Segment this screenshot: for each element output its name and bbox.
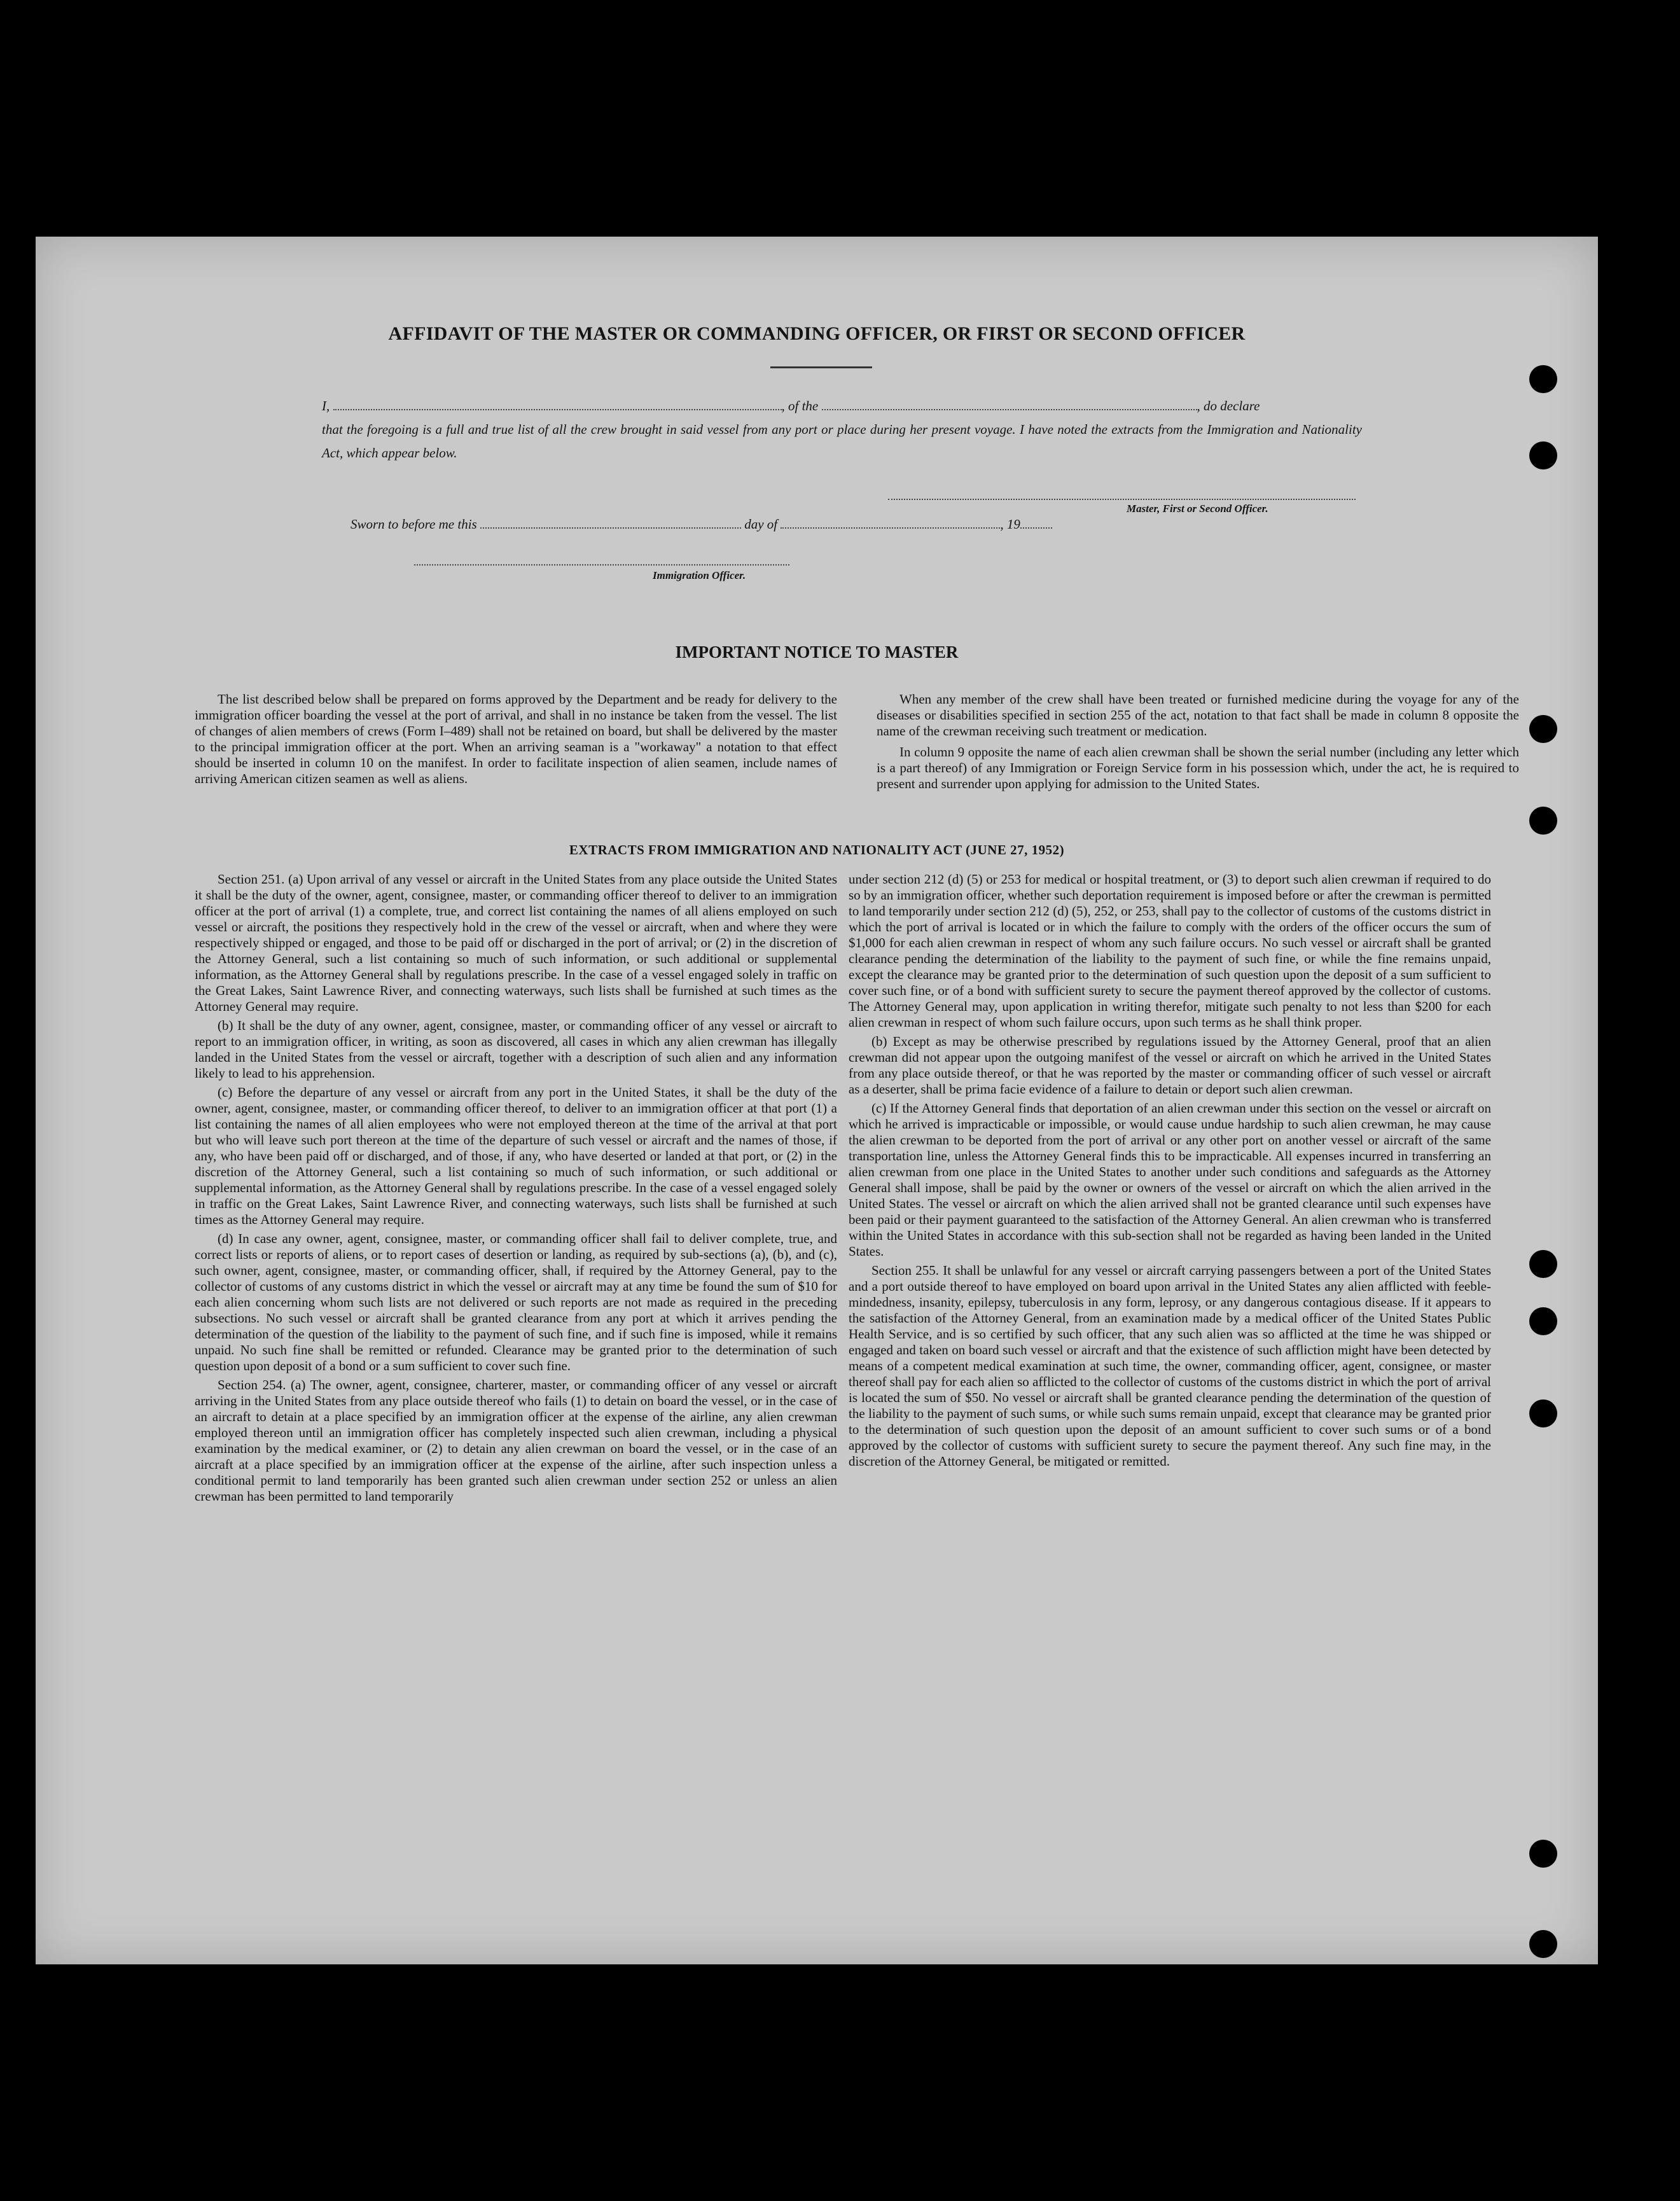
officer-signature-line[interactable] (414, 564, 789, 566)
sworn-label: Sworn to before me this (351, 517, 477, 532)
extract-paragraph: (c) If the Attorney General finds that deportation of an alien crewman under this section on the vessel or aircraft on which he arrived is impracticable or impossible, or would cause undue hardship to such alien crewman, he may cause the alien crewman to be deported from the port of arrival or any other port on another vessel or aircraft of the same transportation line, unless the Attorney General finds this to be impracticable. All expenses incurred in transferring an alien crewman from one place in the United States to another under such conditions and safeguards as the Attorney General shall impose, shall be paid by the owner or owners of the vessel or aircraft on which the alien arrived in the United States. The vessel or aircraft on which the alien arrived shall not be granted clearance until such expenses have been paid or their payment guaranteed to the satisfaction of the Attorney General. An alien crewman who is transferred within the United States in accordance with this sub-section shall not be regarded as having been landed in the United States. (849, 1100, 1491, 1259)
sworn-line (351, 517, 1052, 532)
punch-hole (1529, 1840, 1557, 1868)
punch-hole (1529, 1930, 1557, 1958)
declaration-block (322, 394, 1362, 465)
officer-caption: Immigration Officer. (653, 569, 746, 581)
punch-hole (1529, 1250, 1557, 1278)
declarant-label: I, (322, 398, 330, 413)
title-underline (770, 366, 872, 368)
extract-paragraph: (d) In case any owner, agent, consignee, master, or commanding officer shall fail to deliver complete, true, and correct lists or reports of aliens, or to report cases of desertion or landing, as required by sub-sections (a), (b), and (c), such owner, agent, consignee, master, or commanding officer, shall, if required by the Attorney General, pay to the collector of customs of any customs district in which the vessel or aircraft may at any time be found the sum of $10 for each alien concerning whom such lists are not delivered or such reports are not made as required in the preceding subsections. No such vessel or aircraft shall be granted clearance from any port at which it arrives pending the determination of the question of the liability to the payment of such fine, and if such fine is imposed, while it remains unpaid. No such fine shall be remitted or refunded. Clearance may be granted prior to the determination of such question upon deposit of a bond or a sum sufficient to cover such fine. (195, 1231, 837, 1373)
do-declare-label: , do declare (1197, 398, 1260, 413)
extracts-left-column (195, 871, 837, 1508)
day-of-label: day of (744, 517, 778, 532)
sworn-month-field[interactable] (781, 517, 1000, 529)
declarant-name-field[interactable] (333, 398, 782, 410)
notice-paragraph: The list described below shall be prepared on forms approved by the Department and be ready for delivery to the immigration officer boarding the vessel at the port of arrival, and shall in no instance be taken from the vessel. The list of changes of alien members of crews (Form I–489) shall not be retained on board, but shall be delivered by the master to the principal immigration officer at the port. When an arriving seaman is a "workaway" a notation to that effect should be inserted in column 10 on the manifest. In order to facilitate inspection of alien seamen, include names of arriving American citizen seamen as well as aliens. (195, 691, 837, 786)
master-signature-line[interactable] (888, 499, 1356, 500)
extracts-right-column (849, 871, 1491, 1473)
notice-paragraph: In column 9 opposite the name of each alien crewman shall be shown the serial number (including any letter which is a part thereof) of any Immigration or Foreign Service form in his possession which, under the act, he is required to present and surrender upon applying for admission to the United States. (877, 744, 1519, 791)
extract-paragraph: under section 212 (d) (5) or 253 for medical or hospital treatment, or (3) to deport such alien crewman if required to do so by an immigration officer, whether such deportation requirement is imposed before or after the crewman is permitted to land temporarily under section 212 (d) (5), 252, or 253, shall pay to the collector of customs of the customs district in which the port of arrival is located or in which the failure to comply with the orders of the officer occurs the sum of $1,000 for each alien crewman in respect of whom any such failure occurs. No such vessel or aircraft shall be granted clearance pending the determination of the liability to the payment of such fine, or while the fine remains unpaid, except the clearance may be granted prior to the determination of such question upon the deposit of a sum sufficient to cover such fine, or of a bond with sufficient surety to secure the payment thereof approved by the collector of customs. The Attorney General may, upon application in writing therefor, mitigate such penalty to not less than $200 for each alien crewman in respect of whom such failure occurs, upon such terms as he shall think proper. (849, 871, 1491, 1030)
sworn-day-field[interactable] (480, 517, 741, 529)
extracts-heading: EXTRACTS FROM IMMIGRATION AND NATIONALITY ACT (JUNE 27, 1952) (569, 842, 1065, 857)
punch-hole (1529, 365, 1557, 393)
master-caption: Master, First or Second Officer. (1127, 503, 1268, 515)
extract-paragraph: (b) Except as may be otherwise prescribed by regulations issued by the Attorney General, proof that an alien crewman did not appear upon the outgoing manifest of the vessel or aircraft on which he arrived in the United States from any place outside thereof, or that he was reported by the master or commanding officer of such vessel or aircraft as a deserter, shall be prima facie evidence of a failure to detain or deport such alien crewman. (849, 1034, 1491, 1097)
punch-hole (1529, 715, 1557, 743)
punch-hole (1529, 807, 1557, 835)
notice-heading: IMPORTANT NOTICE TO MASTER (675, 642, 959, 662)
extract-paragraph: (b) It shall be the duty of any owner, agent, consignee, master, or commanding officer of any vessel or aircraft to report to an immigration officer, in writing, as soon as discovered, all cases in which any alien crewman has illegally landed in the United States from the vessel or aircraft, together with a description of such alien and any information likely to lead to his apprehension. (195, 1018, 837, 1081)
punch-hole (1529, 1399, 1557, 1427)
notice-paragraph: When any member of the crew shall have been treated or furnished medicine during the voyage for any of the diseases or disabilities specified in section 255 of the act, notation to that fact shall be made in column 8 opposite the name of the crewman receiving such treatment or medication. (877, 691, 1519, 739)
punch-hole (1529, 441, 1557, 469)
extract-paragraph: Section 255. It shall be unlawful for any vessel or aircraft carrying passengers between a port of the United States and a port outside thereof to have employed on board upon arrival in the United States any alien afflicted with feeble-mindedness, insanity, epilepsy, tuberculosis in any form, leprosy, or any dangerous contagious disease. If it appears to the satisfaction of the Attorney General, from an examination made by a medical officer of the United States Public Health Service, and is so certified by such officer, that any such alien was so afflicted at the time he was shipped or engaged and taken on board such vessel or aircraft and that the existence of such affliction might have been detected by means of a competent medical examination at such time, the owner, commanding officer, agent, consignee, or master thereof shall pay for each alien so afflicted to the collector of customs of the customs district in which the port of arrival is located the sum of $50. No vessel or aircraft shall be granted clearance pending the determination of the question of the liability to the payment of such sums, or while such sums remain unpaid, except that clearance may be granted prior to the determination of such question upon the deposit of an amount sufficient to cover such sums or of a bond approved by the collector of customs with sufficient surety to secure the payment thereof. Any such fine may, in the discretion of the Attorney General, be mitigated or remitted. (849, 1263, 1491, 1469)
extract-paragraph: (c) Before the departure of any vessel or aircraft from any port in the United States, it shall be the duty of the owner, agent, consignee, master, or commanding officer thereof, to deliver to an immigration officer at that port (1) a list containing the names of all alien employees who were not employed thereon at the time of the arrival at that port but who will leave such port thereon at the time of the departure of such vessel or aircraft and the names of those, if any, who have been paid off or discharged, and of those, if any, who have deserted or landed at that port, or (2) in the discretion of the Attorney General, such a list containing so much of such information, or such additional or supplemental information, as the Attorney General shall by regulations prescribe. In the case of a vessel engaged solely in traffic on the Great Lakes, Saint Lawrence River, and connecting waterways, such lists shall be furnished at such times as the Attorney General may require. (195, 1085, 837, 1227)
extract-paragraph: Section 251. (a) Upon arrival of any vessel or aircraft in the United States from any place outside the United States it shall be the duty of the owner, agent, consignee, master, or commanding officer thereof to deliver to an immigration officer at the port of arrival (1) a complete, true, and correct list containing the names of all aliens employed on such vessel or aircraft, the positions they respectively hold in the crew of the vessel or aircraft, when and where they were respectively shipped or engaged, and those to be paid off or discharged in the port of arrival; or (2) in the discretion of the Attorney General, such a list containing so much of such information, or such additional or supplemental information, as the Attorney General shall by regulations prescribe. In the case of a vessel engaged solely in traffic on the Great Lakes, Saint Lawrence River, and connecting waterways, such lists shall be furnished at such times as the Attorney General may require. (195, 871, 837, 1014)
punch-hole (1529, 1307, 1557, 1335)
notice-left-column (195, 691, 837, 790)
notice-right-column (877, 691, 1519, 795)
affidavit-title: AFFIDAVIT OF THE MASTER OR COMMANDING OFFICER, OR FIRST OR SECOND OFFICER (388, 323, 1246, 344)
of-the-label: , of the (781, 398, 819, 413)
sworn-year-field[interactable] (1020, 517, 1052, 529)
vessel-name-field[interactable] (822, 398, 1197, 410)
declaration-statement: that the foregoing is a full and true list of all the crew brought in said vessel from any port or place during her present voyage. I have noted the extracts from the Immigration and Nationality Act, which appear below. (322, 422, 1362, 461)
declaration-line (322, 394, 1362, 418)
year-prefix: , 19 (1000, 517, 1020, 532)
extract-paragraph: Section 254. (a) The owner, agent, consignee, charterer, master, or commanding officer of any vessel or aircraft arriving in the United States from any place outside thereof who fails (1) to detain on board the vessel, or in the case of an aircraft to detain at a place specified by an immigration officer at the expense of the airline, any alien crewman employed thereon until an immigration officer has completely inspected such alien crewman, including a physical examination by the medical examiner, or (2) to detain any alien crewman on board the vessel, or in the case of an aircraft at a place specified by an immigration officer at the expense of the airline, after such inspection unless a conditional permit to land temporarily has been granted such alien crewman under section 252 or unless an alien crewman has been permitted to land temporarily (195, 1377, 837, 1504)
document-page (36, 237, 1598, 1964)
